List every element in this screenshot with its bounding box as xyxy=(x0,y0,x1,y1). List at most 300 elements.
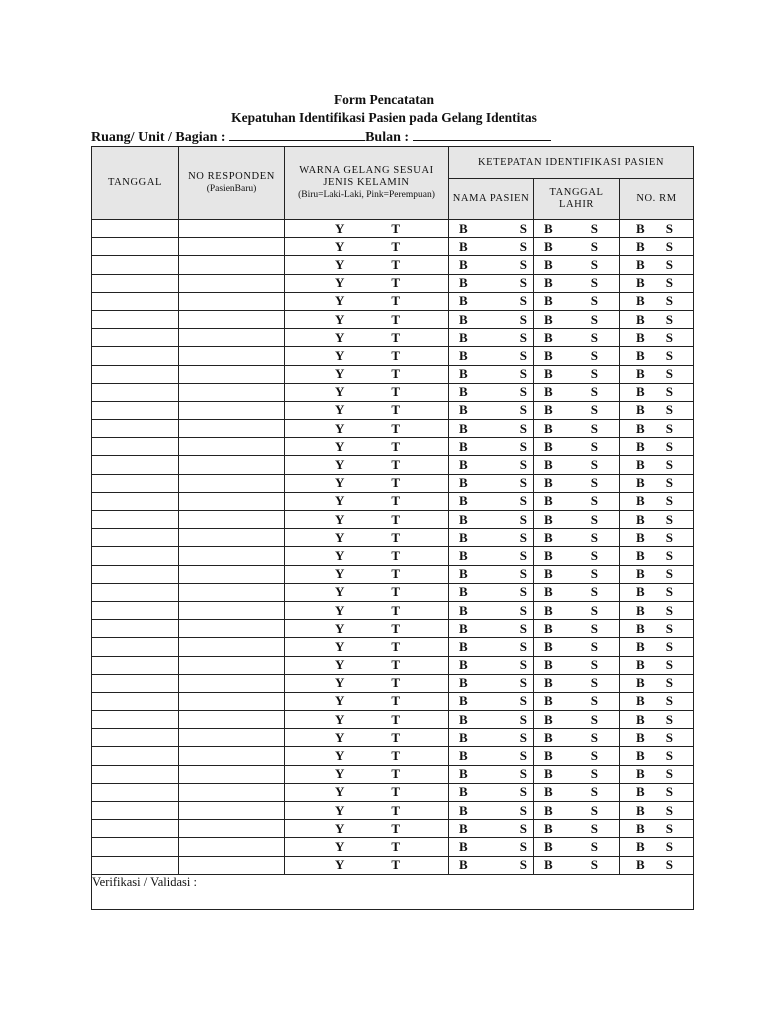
mark[interactable]: Y xyxy=(335,602,345,618)
no-rm-cell[interactable] xyxy=(620,747,694,765)
mark[interactable]: T xyxy=(391,566,400,582)
mark[interactable]: B xyxy=(544,838,553,854)
mark[interactable]: Y xyxy=(335,820,345,836)
tanggal-cell[interactable] xyxy=(92,638,179,656)
mark[interactable]: S xyxy=(665,857,673,873)
nama-pasien-cell[interactable] xyxy=(449,783,534,801)
tanggal-cell[interactable] xyxy=(92,310,179,328)
mark[interactable]: B xyxy=(636,238,645,254)
nama-pasien-cell[interactable] xyxy=(449,438,534,456)
mark[interactable]: S xyxy=(519,602,527,618)
mark[interactable]: S xyxy=(519,511,527,527)
ruang-field[interactable] xyxy=(229,128,365,141)
mark[interactable]: B xyxy=(544,693,553,709)
tanggal-cell[interactable] xyxy=(92,656,179,674)
mark[interactable]: S xyxy=(519,729,527,745)
no-rm-cell[interactable] xyxy=(620,511,694,529)
warna-gelang-cell[interactable] xyxy=(285,474,449,492)
no-responden-cell[interactable] xyxy=(179,401,285,419)
warna-gelang-cell[interactable] xyxy=(285,838,449,856)
mark[interactable]: B xyxy=(544,529,553,545)
mark[interactable]: B xyxy=(636,711,645,727)
mark[interactable]: Y xyxy=(335,347,345,363)
mark[interactable]: S xyxy=(590,729,598,745)
warna-gelang-cell[interactable] xyxy=(285,420,449,438)
mark[interactable]: S xyxy=(665,729,673,745)
mark[interactable]: S xyxy=(519,402,527,418)
mark[interactable]: B xyxy=(459,511,468,527)
no-responden-cell[interactable] xyxy=(179,310,285,328)
tanggal-cell[interactable] xyxy=(92,729,179,747)
tanggal-cell[interactable] xyxy=(92,420,179,438)
nama-pasien-cell[interactable] xyxy=(449,529,534,547)
mark[interactable]: Y xyxy=(335,748,345,764)
no-rm-cell[interactable] xyxy=(620,620,694,638)
mark[interactable]: B xyxy=(544,402,553,418)
mark[interactable]: Y xyxy=(335,529,345,545)
mark[interactable]: S xyxy=(665,566,673,582)
mark[interactable]: B xyxy=(544,493,553,509)
mark[interactable]: B xyxy=(459,366,468,382)
mark[interactable]: Y xyxy=(335,657,345,673)
mark[interactable]: B xyxy=(636,402,645,418)
no-rm-cell[interactable] xyxy=(620,656,694,674)
mark[interactable]: B xyxy=(459,293,468,309)
tanggal-cell[interactable] xyxy=(92,547,179,565)
mark[interactable]: B xyxy=(544,784,553,800)
tanggal-cell[interactable] xyxy=(92,274,179,292)
mark[interactable]: S xyxy=(665,275,673,291)
no-rm-cell[interactable] xyxy=(620,583,694,601)
nama-pasien-cell[interactable] xyxy=(449,601,534,619)
no-responden-cell[interactable] xyxy=(179,656,285,674)
mark[interactable]: S xyxy=(590,275,598,291)
nama-pasien-cell[interactable] xyxy=(449,583,534,601)
mark[interactable]: S xyxy=(665,511,673,527)
nama-pasien-cell[interactable] xyxy=(449,656,534,674)
mark[interactable]: B xyxy=(459,584,468,600)
mark[interactable]: S xyxy=(519,748,527,764)
mark[interactable]: B xyxy=(544,475,553,491)
mark[interactable]: Y xyxy=(335,329,345,345)
mark[interactable]: S xyxy=(590,802,598,818)
mark[interactable]: S xyxy=(519,220,527,236)
mark[interactable]: S xyxy=(590,366,598,382)
no-responden-cell[interactable] xyxy=(179,529,285,547)
mark[interactable]: S xyxy=(590,657,598,673)
no-responden-cell[interactable] xyxy=(179,511,285,529)
mark[interactable]: S xyxy=(519,493,527,509)
tanggal-cell[interactable] xyxy=(92,456,179,474)
mark[interactable]: S xyxy=(665,420,673,436)
mark[interactable]: T xyxy=(391,384,400,400)
mark[interactable]: B xyxy=(544,675,553,691)
warna-gelang-cell[interactable] xyxy=(285,547,449,565)
mark[interactable]: B xyxy=(544,820,553,836)
tanggal-lahir-cell[interactable] xyxy=(534,692,620,710)
no-responden-cell[interactable] xyxy=(179,492,285,510)
no-responden-cell[interactable] xyxy=(179,638,285,656)
mark[interactable]: B xyxy=(459,493,468,509)
mark[interactable]: S xyxy=(519,529,527,545)
mark[interactable]: B xyxy=(636,547,645,563)
mark[interactable]: B xyxy=(636,329,645,345)
nama-pasien-cell[interactable] xyxy=(449,820,534,838)
mark[interactable]: S xyxy=(590,420,598,436)
mark[interactable]: Y xyxy=(335,438,345,454)
warna-gelang-cell[interactable] xyxy=(285,492,449,510)
mark[interactable]: B xyxy=(636,748,645,764)
tanggal-lahir-cell[interactable] xyxy=(534,802,620,820)
warna-gelang-cell[interactable] xyxy=(285,238,449,256)
mark[interactable]: B xyxy=(459,438,468,454)
nama-pasien-cell[interactable] xyxy=(449,238,534,256)
tanggal-cell[interactable] xyxy=(92,692,179,710)
no-rm-cell[interactable] xyxy=(620,310,694,328)
mark[interactable]: S xyxy=(590,256,598,272)
warna-gelang-cell[interactable] xyxy=(285,220,449,238)
mark[interactable]: S xyxy=(519,347,527,363)
mark[interactable]: Y xyxy=(335,293,345,309)
mark[interactable]: B xyxy=(459,729,468,745)
no-responden-cell[interactable] xyxy=(179,692,285,710)
nama-pasien-cell[interactable] xyxy=(449,765,534,783)
mark[interactable]: B xyxy=(459,420,468,436)
mark[interactable]: S xyxy=(590,493,598,509)
mark[interactable]: S xyxy=(519,475,527,491)
no-responden-cell[interactable] xyxy=(179,456,285,474)
mark[interactable]: B xyxy=(544,220,553,236)
mark[interactable]: B xyxy=(636,802,645,818)
mark[interactable]: B xyxy=(459,547,468,563)
mark[interactable]: Y xyxy=(335,511,345,527)
mark[interactable]: B xyxy=(459,857,468,873)
mark[interactable]: S xyxy=(590,620,598,636)
no-rm-cell[interactable] xyxy=(620,565,694,583)
tanggal-lahir-cell[interactable] xyxy=(534,601,620,619)
no-rm-cell[interactable] xyxy=(620,547,694,565)
mark[interactable]: Y xyxy=(335,256,345,272)
mark[interactable]: B xyxy=(636,220,645,236)
mark[interactable]: B xyxy=(544,311,553,327)
nama-pasien-cell[interactable] xyxy=(449,420,534,438)
tanggal-cell[interactable] xyxy=(92,220,179,238)
mark[interactable]: B xyxy=(636,475,645,491)
mark[interactable]: S xyxy=(665,384,673,400)
no-rm-cell[interactable] xyxy=(620,820,694,838)
no-responden-cell[interactable] xyxy=(179,583,285,601)
tanggal-cell[interactable] xyxy=(92,529,179,547)
mark[interactable]: T xyxy=(391,857,400,873)
mark[interactable]: S xyxy=(590,220,598,236)
mark[interactable]: S xyxy=(590,238,598,254)
tanggal-lahir-cell[interactable] xyxy=(534,492,620,510)
mark[interactable]: Y xyxy=(335,275,345,291)
mark[interactable]: T xyxy=(391,602,400,618)
mark[interactable]: S xyxy=(519,566,527,582)
warna-gelang-cell[interactable] xyxy=(285,601,449,619)
mark[interactable]: Y xyxy=(335,547,345,563)
mark[interactable]: B xyxy=(636,457,645,473)
warna-gelang-cell[interactable] xyxy=(285,783,449,801)
mark[interactable]: S xyxy=(519,657,527,673)
mark[interactable]: S xyxy=(590,402,598,418)
no-rm-cell[interactable] xyxy=(620,674,694,692)
tanggal-cell[interactable] xyxy=(92,711,179,729)
warna-gelang-cell[interactable] xyxy=(285,292,449,310)
nama-pasien-cell[interactable] xyxy=(449,638,534,656)
mark[interactable]: S xyxy=(519,620,527,636)
mark[interactable]: B xyxy=(544,766,553,782)
tanggal-lahir-cell[interactable] xyxy=(534,329,620,347)
warna-gelang-cell[interactable] xyxy=(285,711,449,729)
mark[interactable]: B xyxy=(636,820,645,836)
mark[interactable]: S xyxy=(519,766,527,782)
warna-gelang-cell[interactable] xyxy=(285,583,449,601)
no-rm-cell[interactable] xyxy=(620,692,694,710)
mark[interactable]: B xyxy=(544,802,553,818)
mark[interactable]: S xyxy=(590,347,598,363)
mark[interactable]: B xyxy=(636,566,645,582)
tanggal-lahir-cell[interactable] xyxy=(534,547,620,565)
tanggal-cell[interactable] xyxy=(92,256,179,274)
mark[interactable]: B xyxy=(636,438,645,454)
mark[interactable]: S xyxy=(590,311,598,327)
mark[interactable]: B xyxy=(459,311,468,327)
mark[interactable]: B xyxy=(459,657,468,673)
no-rm-cell[interactable] xyxy=(620,838,694,856)
mark[interactable]: B xyxy=(544,602,553,618)
mark[interactable]: S xyxy=(665,693,673,709)
tanggal-lahir-cell[interactable] xyxy=(534,674,620,692)
tanggal-cell[interactable] xyxy=(92,292,179,310)
mark[interactable]: S xyxy=(590,511,598,527)
tanggal-lahir-cell[interactable] xyxy=(534,529,620,547)
mark[interactable]: B xyxy=(636,420,645,436)
nama-pasien-cell[interactable] xyxy=(449,365,534,383)
warna-gelang-cell[interactable] xyxy=(285,692,449,710)
mark[interactable]: Y xyxy=(335,402,345,418)
mark[interactable]: B xyxy=(544,566,553,582)
no-rm-cell[interactable] xyxy=(620,292,694,310)
tanggal-cell[interactable] xyxy=(92,365,179,383)
mark[interactable]: S xyxy=(665,584,673,600)
mark[interactable]: B xyxy=(544,256,553,272)
mark[interactable]: S xyxy=(665,475,673,491)
mark[interactable]: T xyxy=(391,693,400,709)
warna-gelang-cell[interactable] xyxy=(285,656,449,674)
tanggal-cell[interactable] xyxy=(92,802,179,820)
no-responden-cell[interactable] xyxy=(179,383,285,401)
tanggal-cell[interactable] xyxy=(92,765,179,783)
mark[interactable]: B xyxy=(459,748,468,764)
warna-gelang-cell[interactable] xyxy=(285,820,449,838)
mark[interactable]: T xyxy=(391,711,400,727)
tanggal-lahir-cell[interactable] xyxy=(534,365,620,383)
tanggal-cell[interactable] xyxy=(92,583,179,601)
no-rm-cell[interactable] xyxy=(620,711,694,729)
mark[interactable]: B xyxy=(636,638,645,654)
mark[interactable]: S xyxy=(519,329,527,345)
mark[interactable]: B xyxy=(459,475,468,491)
tanggal-lahir-cell[interactable] xyxy=(534,820,620,838)
mark[interactable]: S xyxy=(665,711,673,727)
mark[interactable]: Y xyxy=(335,311,345,327)
no-rm-cell[interactable] xyxy=(620,601,694,619)
nama-pasien-cell[interactable] xyxy=(449,310,534,328)
nama-pasien-cell[interactable] xyxy=(449,620,534,638)
no-responden-cell[interactable] xyxy=(179,765,285,783)
no-rm-cell[interactable] xyxy=(620,256,694,274)
tanggal-lahir-cell[interactable] xyxy=(534,401,620,419)
mark[interactable]: T xyxy=(391,766,400,782)
mark[interactable]: T xyxy=(391,402,400,418)
warna-gelang-cell[interactable] xyxy=(285,529,449,547)
no-responden-cell[interactable] xyxy=(179,747,285,765)
mark[interactable]: T xyxy=(391,547,400,563)
warna-gelang-cell[interactable] xyxy=(285,456,449,474)
mark[interactable]: B xyxy=(544,275,553,291)
mark[interactable]: B xyxy=(636,511,645,527)
mark[interactable]: B xyxy=(544,638,553,654)
no-rm-cell[interactable] xyxy=(620,802,694,820)
mark[interactable]: T xyxy=(391,311,400,327)
mark[interactable]: S xyxy=(590,584,598,600)
no-responden-cell[interactable] xyxy=(179,238,285,256)
nama-pasien-cell[interactable] xyxy=(449,838,534,856)
no-responden-cell[interactable] xyxy=(179,256,285,274)
mark[interactable]: T xyxy=(391,729,400,745)
mark[interactable]: B xyxy=(459,457,468,473)
mark[interactable]: B xyxy=(636,657,645,673)
warna-gelang-cell[interactable] xyxy=(285,511,449,529)
mark[interactable]: B xyxy=(459,838,468,854)
mark[interactable]: B xyxy=(636,620,645,636)
tanggal-cell[interactable] xyxy=(92,674,179,692)
mark[interactable]: S xyxy=(590,475,598,491)
warna-gelang-cell[interactable] xyxy=(285,620,449,638)
mark[interactable]: T xyxy=(391,675,400,691)
mark[interactable]: B xyxy=(636,293,645,309)
mark[interactable]: S xyxy=(519,420,527,436)
no-rm-cell[interactable] xyxy=(620,365,694,383)
mark[interactable]: Y xyxy=(335,475,345,491)
mark[interactable]: B xyxy=(544,238,553,254)
mark[interactable]: B xyxy=(636,493,645,509)
tanggal-cell[interactable] xyxy=(92,856,179,874)
mark[interactable]: S xyxy=(519,384,527,400)
mark[interactable]: B xyxy=(544,711,553,727)
nama-pasien-cell[interactable] xyxy=(449,492,534,510)
mark[interactable]: S xyxy=(665,311,673,327)
mark[interactable]: T xyxy=(391,784,400,800)
no-responden-cell[interactable] xyxy=(179,802,285,820)
warna-gelang-cell[interactable] xyxy=(285,347,449,365)
no-responden-cell[interactable] xyxy=(179,474,285,492)
mark[interactable]: B xyxy=(459,529,468,545)
mark[interactable]: S xyxy=(590,766,598,782)
mark[interactable]: S xyxy=(519,838,527,854)
mark[interactable]: S xyxy=(665,802,673,818)
mark[interactable]: B xyxy=(636,766,645,782)
mark[interactable]: B xyxy=(544,457,553,473)
no-responden-cell[interactable] xyxy=(179,729,285,747)
mark[interactable]: Y xyxy=(335,384,345,400)
mark[interactable]: B xyxy=(459,675,468,691)
mark[interactable]: S xyxy=(665,220,673,236)
warna-gelang-cell[interactable] xyxy=(285,674,449,692)
mark[interactable]: S xyxy=(665,547,673,563)
tanggal-lahir-cell[interactable] xyxy=(534,347,620,365)
mark[interactable]: Y xyxy=(335,238,345,254)
tanggal-cell[interactable] xyxy=(92,329,179,347)
mark[interactable]: B xyxy=(544,620,553,636)
no-responden-cell[interactable] xyxy=(179,220,285,238)
mark[interactable]: B xyxy=(636,729,645,745)
no-responden-cell[interactable] xyxy=(179,347,285,365)
warna-gelang-cell[interactable] xyxy=(285,329,449,347)
mark[interactable]: B xyxy=(544,347,553,363)
mark[interactable]: S xyxy=(519,293,527,309)
mark[interactable]: T xyxy=(391,493,400,509)
mark[interactable]: B xyxy=(459,220,468,236)
warna-gelang-cell[interactable] xyxy=(285,383,449,401)
warna-gelang-cell[interactable] xyxy=(285,802,449,820)
mark[interactable]: S xyxy=(519,547,527,563)
no-rm-cell[interactable] xyxy=(620,220,694,238)
tanggal-cell[interactable] xyxy=(92,347,179,365)
tanggal-lahir-cell[interactable] xyxy=(534,383,620,401)
tanggal-cell[interactable] xyxy=(92,601,179,619)
mark[interactable]: S xyxy=(519,802,527,818)
mark[interactable]: T xyxy=(391,657,400,673)
nama-pasien-cell[interactable] xyxy=(449,674,534,692)
tanggal-cell[interactable] xyxy=(92,474,179,492)
mark[interactable]: B xyxy=(459,402,468,418)
tanggal-lahir-cell[interactable] xyxy=(534,474,620,492)
mark[interactable]: S xyxy=(590,784,598,800)
mark[interactable]: S xyxy=(519,584,527,600)
no-responden-cell[interactable] xyxy=(179,601,285,619)
tanggal-lahir-cell[interactable] xyxy=(534,292,620,310)
mark[interactable]: T xyxy=(391,347,400,363)
nama-pasien-cell[interactable] xyxy=(449,729,534,747)
mark[interactable]: T xyxy=(391,638,400,654)
mark[interactable]: T xyxy=(391,329,400,345)
mark[interactable]: T xyxy=(391,275,400,291)
nama-pasien-cell[interactable] xyxy=(449,547,534,565)
nama-pasien-cell[interactable] xyxy=(449,292,534,310)
mark[interactable]: S xyxy=(590,748,598,764)
mark[interactable]: B xyxy=(459,711,468,727)
mark[interactable]: S xyxy=(590,566,598,582)
tanggal-cell[interactable] xyxy=(92,565,179,583)
mark[interactable]: B xyxy=(459,347,468,363)
mark[interactable]: S xyxy=(665,329,673,345)
warna-gelang-cell[interactable] xyxy=(285,856,449,874)
mark[interactable]: B xyxy=(544,329,553,345)
nama-pasien-cell[interactable] xyxy=(449,347,534,365)
mark[interactable]: B xyxy=(636,347,645,363)
tanggal-lahir-cell[interactable] xyxy=(534,783,620,801)
mark[interactable]: B xyxy=(459,329,468,345)
mark[interactable]: B xyxy=(459,384,468,400)
mark[interactable]: B xyxy=(636,384,645,400)
tanggal-lahir-cell[interactable] xyxy=(534,565,620,583)
mark[interactable]: Y xyxy=(335,584,345,600)
tanggal-lahir-cell[interactable] xyxy=(534,747,620,765)
no-rm-cell[interactable] xyxy=(620,420,694,438)
